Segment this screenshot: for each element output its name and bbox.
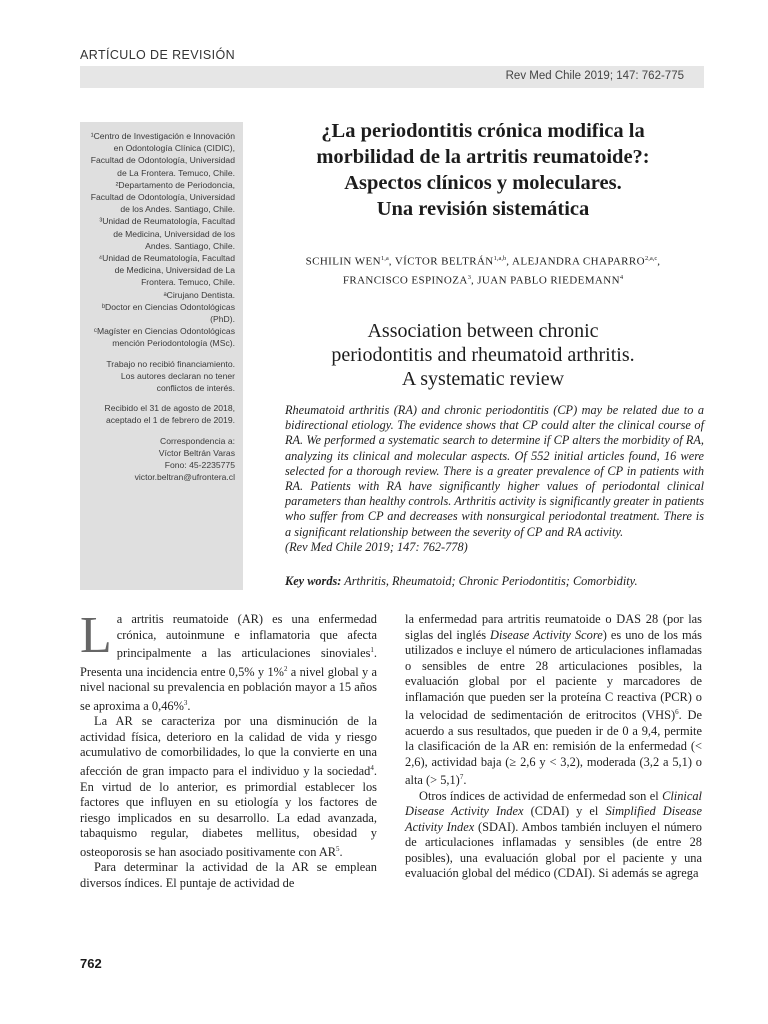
funding-note: Trabajo no recibió financiamiento. — [106, 358, 235, 369]
body-column-left — [80, 607, 377, 891]
conflicts-note: Los autores declaran no tener conflictos de interés. — [120, 370, 235, 394]
text-run: La AR se caracteriza por una disminución de la actividad física, deterioro en la calidad de vida y riesgo acumulativo de comorbilidades, lo que la convierte en una afección de gran impacto para el individuo y la sociedad — [80, 714, 377, 778]
body-paragraph — [80, 860, 377, 891]
english-title — [262, 319, 704, 391]
text-run: la enfermedad para artritis reumatoide o DAS 28 (por las siglas del inglés — [405, 612, 702, 642]
affiliation-2: ²Departamento de Periodoncia, Facultad de Odontología, Universidad de los Andes. Santiago, Chile. — [90, 179, 235, 215]
text-run: a nivel global y a nivel nacional su prevalencia en población mayor a 15 años se aproxima a 0,46% — [80, 664, 377, 713]
degree-c: ᶜMagíster en Ciencias Odontológicas mención Periodontología (MSc). — [93, 326, 235, 349]
author-affiliation-marks: 3 — [467, 273, 471, 281]
affiliation-3: ³Unidad de Reumatología, Facultad de Medicina, Universidad de los Andes. Santiago, Chile. — [99, 216, 235, 251]
drop-cap: L — [80, 607, 112, 664]
page-number: 762 — [80, 956, 102, 971]
title-line: ¿La periodontitis crónica modifica la — [321, 120, 645, 142]
title-line: Aspectos clínicos y moleculares. — [344, 172, 622, 194]
keywords — [285, 574, 704, 589]
reference-mark: 1 — [370, 646, 374, 654]
keywords-list: Arthritis, Rheumatoid; Chronic Periodontitis; Comorbidity. — [344, 574, 638, 588]
text-run: (CDAI) y el — [523, 804, 606, 819]
text-run: (SDAI). Ambos también incluyen el número de articulaciones inflamadas y sensibles (de entre 28 posibles), una evaluación global por el paciente y una evaluación global del médico (CDAI). Si además se agrega — [405, 819, 702, 881]
text-run: Otros índices de actividad de enfermedad son el — [419, 788, 663, 803]
author-name: FRANCISCO ESPINOZA — [342, 274, 468, 287]
reference-mark: 7 — [459, 773, 464, 782]
correspondence-phone: Fono: 45-2235775 — [164, 460, 235, 471]
abstract-citation: (Rev Med Chile 2019; 147: 762-778) — [285, 539, 468, 554]
body-paragraph — [80, 714, 377, 860]
reference-mark: 3 — [183, 698, 188, 707]
author-affiliation-marks: 2,a,c — [645, 255, 658, 262]
english-title-line: A systematic review — [401, 368, 565, 390]
text-run: . — [339, 844, 343, 859]
affiliation-1: ¹Centro de Investigación e Innovación en Odontología Clínica (CIDIC), Facultad de Odontología, Universidad de La Frontera. Temuco, Chile. — [90, 131, 235, 178]
section-label: ARTÍCULO DE REVISIÓN — [80, 48, 236, 62]
reference-mark: 5 — [336, 844, 340, 853]
author-list: SCHILIN WEN$^{1,a}$, VÍCTOR BELTRÁN$^{1,a,b}$, ALEJANDRA CHAPARRO$^{2,a,c}$, FRANCISCO ESPINOZA$^3$, JUAN PABLO RIEDEMANN$^4$ — [305, 255, 661, 287]
correspondence-label: Correspondencia a: — [159, 435, 235, 446]
text-run: . En virtud de lo anterior, es primordial establecer los factores que influyen en su etiología y los factores de riesgo implicados en su desarrollo. La edad avanzada, tabaquismo regular, diabetes mellitus, obesidad y osteoporosis se han asociado positivamente con AR — [80, 764, 377, 859]
english-title-line: Association between chronic — [367, 320, 599, 342]
body-paragraph — [405, 789, 702, 882]
article-title — [262, 118, 704, 222]
text-run: . Presenta una incidencia entre 0,5% y 1% — [80, 646, 377, 679]
degree-b: ᵇDoctor en Ciencias Odontológicas (PhD). — [101, 301, 235, 325]
author-info-sidebar — [80, 122, 243, 590]
correspondence-email[interactable]: victor.beltran@ufrontera.cl — [134, 472, 235, 483]
header-bar — [80, 66, 704, 88]
body-column-right — [405, 612, 702, 882]
italic-term: Clinical Disease Activity Index — [405, 788, 702, 819]
text-run: a artritis reumatoide (AR) es una enfermedad crónica, autoinmune e inflamatoria que afecta principalmente a las articulaciones sinoviales — [116, 612, 377, 661]
reference-mark: 6 — [675, 708, 679, 716]
text-run: . — [463, 773, 467, 788]
author-name: SCHILIN WEN — [305, 255, 381, 268]
text-run: . De acuerdo a sus resultados, que pueden ir de 0 a 9,4, permite la clasificación de la AR en: remisión de la enfermedad (< 2,6), actividad baja (≥ 2,6 y < 3,2), moderada (3,2 a 5,1) o alta (> 5,1) — [405, 708, 702, 788]
abstract-text: Rheumatoid arthritis (RA) and chronic periodontitis (CP) may be related due to a bidirectional etiology. The evidence shows that CP could alter the clinical course of RA. We performed a systematic search to determine if CP alters the morbidity of RA, analyzing its clinical and molecular aspects. Of 552 initial articles found, 16 were selected for a thorough review. There is a greater prevalence of CP in patients with RA. Patients with RA have significantly higher values of periodontal clinical parameters than healthy controls. Arthritis activity is significantly greater in patients who suffer from CP and decreases with nonsurgical periodontal treatment. There is a significant relationship between the severity of CP and RA activity. (Rev Med Chile 2019; 147: 762-778) — [285, 403, 704, 554]
author-name: VÍCTOR BELTRÁN — [394, 255, 494, 268]
text-run: Para determinar la actividad de la AR se emplean diversos índices. El puntaje de actividad de — [80, 860, 377, 890]
journal-reference: Rev Med Chile 2019; 147: 762-775 — [505, 70, 684, 82]
italic-term: Simplified Disease Activity Index — [405, 804, 702, 834]
title-line: Una revisión sistemática — [376, 198, 590, 220]
body-paragraph — [405, 612, 702, 789]
author-affiliation-marks: 4 — [619, 273, 624, 281]
correspondence-name: Víctor Beltrán Varas — [158, 447, 235, 458]
english-title-line: periodontitis and rheumatoid arthritis. — [331, 344, 635, 366]
author-affiliation-marks: 1,a,b — [493, 255, 507, 262]
author-name: ALEJANDRA CHAPARRO — [511, 255, 645, 268]
keywords-label: Key words: — [285, 574, 342, 588]
title-line: morbilidad de la artritis reumatoide?: — [316, 146, 650, 168]
abstract — [285, 403, 704, 555]
reference-mark: 2 — [283, 664, 288, 673]
author-name: JUAN PABLO RIEDEMANN — [477, 274, 620, 287]
affiliations-list — [88, 130, 235, 350]
degree-a: ᵃCirujano Dentista. — [163, 289, 235, 300]
reference-mark: 4 — [370, 763, 374, 772]
italic-term: Disease Activity Score — [490, 627, 603, 642]
received-date: Recibido el 31 de agosto de 2018, aceptado el 1 de febrero de 2019. — [104, 403, 235, 426]
body-paragraph — [80, 607, 377, 714]
affiliation-4: ⁴Unidad de Reumatología, Facultad de Medicina, Universidad de La Frontera. Temuco, Chile. — [98, 253, 235, 288]
text-run: ) es uno de los más utilizados e incluye el número de articulaciones inflamadas o sensibles de entre 28 articulaciones posibles, la evaluación global por el paciente y marcadores de inflamación que pueden ser la proteína C reactiva (PCR) o la velocidad de sedimentación de eritrocitos (VHS) — [405, 627, 702, 723]
author-affiliation-marks: 1,a — [380, 255, 389, 262]
text-run: . — [187, 698, 191, 713]
